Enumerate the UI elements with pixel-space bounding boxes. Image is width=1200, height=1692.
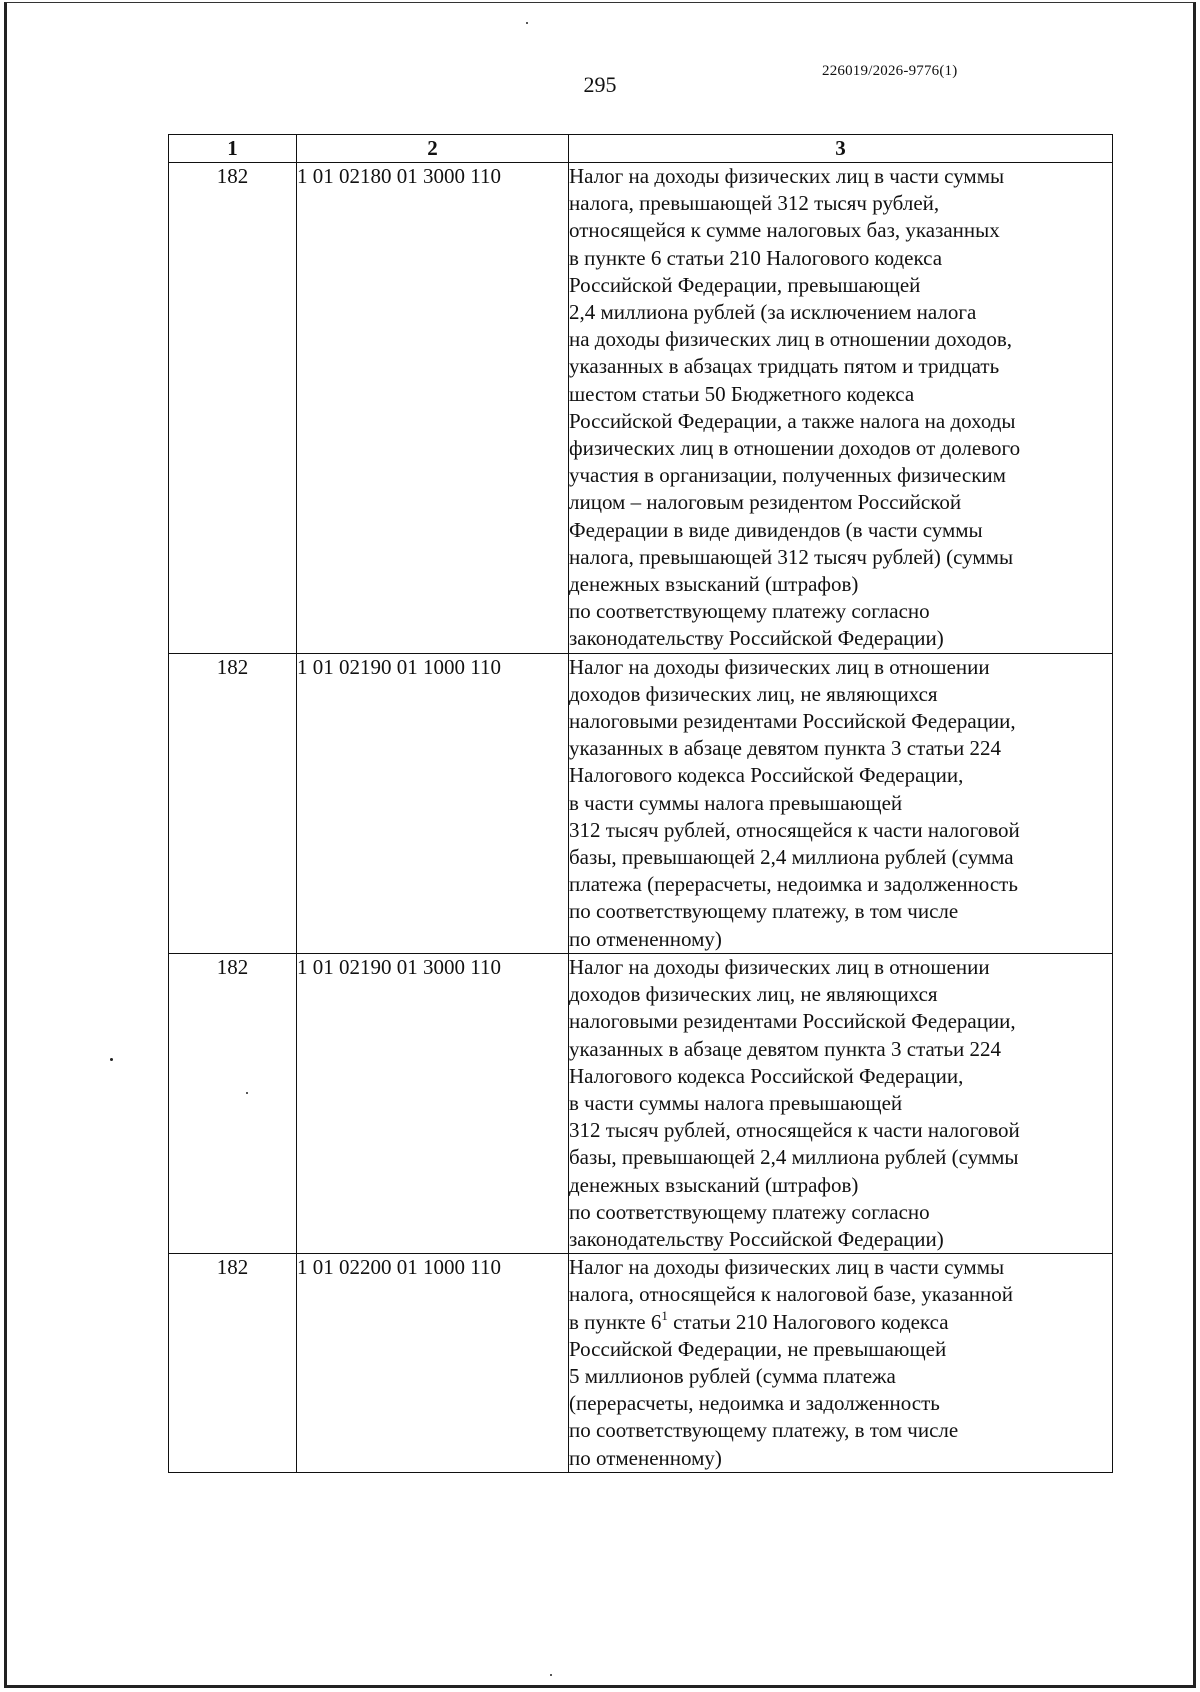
description-line-part: в пункте 6 bbox=[569, 1309, 662, 1334]
classification-code-cell: 1 01 02190 01 1000 110 bbox=[297, 653, 569, 953]
description-line-part: статьи 210 Налогового кодекса bbox=[667, 1309, 949, 1334]
page-number: 295 bbox=[583, 72, 617, 97]
description-line: Российской Федерации, превышающей bbox=[569, 272, 921, 297]
description-line: доходов физических лиц, не являющихся bbox=[569, 982, 938, 1007]
description-line: физических лиц в отношении доходов от долевого bbox=[569, 436, 1021, 461]
admin-code-cell: 182 bbox=[169, 1254, 297, 1473]
header-col-2: 2 bbox=[297, 135, 569, 163]
table-row bbox=[169, 163, 1113, 654]
description-cell bbox=[569, 653, 1113, 953]
description-line: в части суммы налога превышающей bbox=[569, 790, 903, 815]
admin-code-cell: 182 bbox=[169, 953, 297, 1253]
description-line: в части суммы налога превышающей bbox=[569, 1090, 903, 1115]
description-line: законодательству Российской Федерации) bbox=[569, 626, 944, 651]
classification-code-cell: 1 01 02200 01 1000 110 bbox=[297, 1254, 569, 1473]
description-line: законодательству Российской Федерации) bbox=[569, 1226, 944, 1251]
description-line: Российской Федерации, не превышающей bbox=[569, 1336, 947, 1361]
description-line: Налог на доходы физических лиц в отношении bbox=[569, 654, 990, 679]
description-line: на доходы физических лиц в отношении доходов, bbox=[569, 327, 1012, 352]
description-line: базы, превышающей 2,4 миллиона рублей (суммы bbox=[569, 1145, 1019, 1170]
description-line: по отмененному) bbox=[569, 926, 722, 951]
description-line: указанных в абзаце девятом пункта 3 статьи 224 bbox=[569, 736, 1002, 761]
description-line: по отмененному) bbox=[569, 1445, 722, 1470]
description-line: налоговыми резидентами Российской Федерации, bbox=[569, 709, 1016, 734]
description-line: денежных взысканий (штрафов) bbox=[569, 572, 859, 597]
description-line: шестом статьи 50 Бюджетного кодекса bbox=[569, 381, 915, 406]
superscript-mark: 1 bbox=[661, 1307, 668, 1323]
table-row bbox=[169, 1254, 1113, 1473]
header-col-1: 1 bbox=[169, 135, 297, 163]
budget-classification-table bbox=[168, 134, 1113, 1473]
scan-speck bbox=[110, 1058, 113, 1061]
admin-code-cell: 182 bbox=[169, 653, 297, 953]
description-line: указанных в абзаце девятом пункта 3 статьи 224 bbox=[569, 1036, 1002, 1061]
description-line: 5 миллионов рублей (сумма платежа bbox=[569, 1363, 896, 1388]
description-line: Налог на доходы физических лиц в части суммы bbox=[569, 1255, 1005, 1280]
description-line: в пункте 6 статьи 210 Налогового кодекса bbox=[569, 245, 943, 270]
description-line: по соответствующему платежу, в том числе bbox=[569, 899, 959, 924]
table-header-row bbox=[169, 135, 1113, 163]
description-line: по соответствующему платежу согласно bbox=[569, 1199, 930, 1224]
description-cell bbox=[569, 1254, 1113, 1473]
description-line: 312 тысяч рублей, относящейся к части налоговой bbox=[569, 817, 1020, 842]
classification-code-cell: 1 01 02180 01 3000 110 bbox=[297, 163, 569, 654]
description-line: базы, превышающей 2,4 миллиона рублей (сумма bbox=[569, 845, 1014, 870]
description-line: доходов физических лиц, не являющихся bbox=[569, 681, 938, 706]
description-line: лицом – налоговым резидентом Российской bbox=[569, 490, 962, 515]
description-line: налоговыми резидентами Российской Федерации, bbox=[569, 1009, 1016, 1034]
description-line: денежных взысканий (штрафов) bbox=[569, 1172, 859, 1197]
description-line: платежа (перерасчеты, недоимка и задолженность bbox=[569, 872, 1018, 897]
description-line: 312 тысяч рублей, относящейся к части налоговой bbox=[569, 1118, 1020, 1143]
description-line: Налог на доходы физических лиц в части суммы bbox=[569, 164, 1005, 188]
description-line: Налог на доходы физических лиц в отношении bbox=[569, 954, 990, 979]
scan-speck bbox=[550, 1674, 552, 1676]
classification-code-cell: 1 01 02190 01 3000 110 bbox=[297, 953, 569, 1253]
description-line: по соответствующему платежу согласно bbox=[569, 599, 930, 624]
admin-code-cell: 182 bbox=[169, 163, 297, 654]
document-reference: 226019/2026-9776(1) bbox=[822, 63, 958, 79]
description-line: Российской Федерации, а также налога на доходы bbox=[569, 408, 1016, 433]
description-line: налога, превышающей 312 тысяч рублей) (суммы bbox=[569, 544, 1014, 569]
table-row bbox=[169, 653, 1113, 953]
table-row bbox=[169, 953, 1113, 1253]
description-line: Федерации в виде дивидендов (в части суммы bbox=[569, 517, 983, 542]
description-line: налога, относящейся к налоговой базе, указанной bbox=[569, 1282, 1013, 1307]
description-line: участия в организации, полученных физическим bbox=[569, 463, 1006, 488]
description-line: указанных в абзацах тридцать пятом и тридцать bbox=[569, 354, 1000, 379]
description-line bbox=[569, 1309, 1112, 1336]
description-line: по соответствующему платежу, в том числе bbox=[569, 1418, 959, 1443]
description-line: относящейся к сумме налоговых баз, указанных bbox=[569, 218, 1000, 243]
description-line: Налогового кодекса Российской Федерации, bbox=[569, 763, 964, 788]
description-line: (перерасчеты, недоимка и задолженность bbox=[569, 1391, 940, 1416]
description-line: Налогового кодекса Российской Федерации, bbox=[569, 1063, 964, 1088]
scan-speck bbox=[526, 22, 528, 24]
description-line: налога, превышающей 312 тысяч рублей, bbox=[569, 191, 940, 216]
header-col-3: 3 bbox=[569, 135, 1113, 163]
description-cell bbox=[569, 953, 1113, 1253]
description-cell bbox=[569, 163, 1113, 654]
description-line: 2,4 миллиона рублей (за исключением налога bbox=[569, 300, 977, 325]
